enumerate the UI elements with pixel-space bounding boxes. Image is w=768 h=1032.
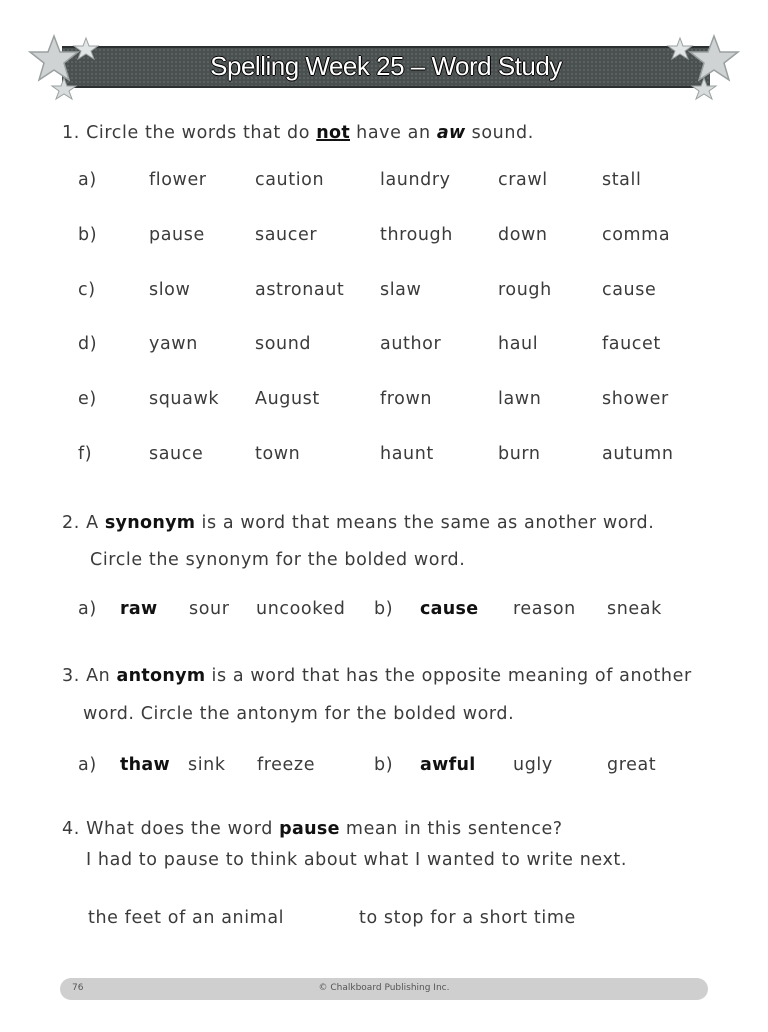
q1-word[interactable]: lawn <box>498 389 542 409</box>
q1-row-label: f) <box>78 444 93 464</box>
q1-word[interactable]: yawn <box>149 334 198 354</box>
q1-word[interactable]: down <box>498 225 548 245</box>
q3-b-choice[interactable]: great <box>607 755 657 775</box>
q1-word[interactable]: August <box>255 389 320 409</box>
q1-word[interactable]: shower <box>602 389 669 409</box>
q1-word[interactable]: slaw <box>380 280 422 300</box>
q2-a-bold-word: raw <box>120 599 158 619</box>
q2-prompt <box>62 513 654 533</box>
title-banner <box>62 46 710 88</box>
q1-word[interactable]: autumn <box>602 444 674 464</box>
q1-word[interactable]: haunt <box>380 444 434 464</box>
q1-word[interactable]: author <box>380 334 442 354</box>
q2-line1-b: is a word that means the same as another word. <box>201 513 655 533</box>
q1-row-label: d) <box>78 334 98 354</box>
q3-line1-b: is a word that has the opposite meaning of another <box>211 666 692 686</box>
q1-word[interactable]: caution <box>255 170 325 190</box>
q1-word[interactable]: pause <box>149 225 205 245</box>
q1-word[interactable]: through <box>380 225 453 245</box>
q1-row-label: a) <box>78 170 97 190</box>
q1-word[interactable]: burn <box>498 444 541 464</box>
q2-b-bold-word: cause <box>420 599 479 619</box>
q1-word[interactable]: squawk <box>149 389 220 409</box>
q1-word[interactable]: slow <box>149 280 191 300</box>
q4-choice[interactable]: the feet of an animal <box>88 908 285 928</box>
q2-term: synonym <box>104 513 196 533</box>
q1-word[interactable]: cause <box>602 280 657 300</box>
q1-word[interactable]: sound <box>255 334 312 354</box>
q3-b-bold-word: awful <box>420 755 476 775</box>
q3-a-choice[interactable]: sink <box>188 755 226 775</box>
q1-word[interactable]: haul <box>498 334 539 354</box>
q2-a-choice[interactable]: uncooked <box>256 599 346 619</box>
q3-b-label: b) <box>374 755 394 775</box>
q1-row-label: e) <box>78 389 97 409</box>
q1-number: 1. <box>62 123 80 143</box>
q4-line1-a: What does the word <box>86 819 273 839</box>
q3-a-bold-word: thaw <box>120 755 170 775</box>
q3-line1-a: An <box>86 666 111 686</box>
page-number: 76 <box>72 983 84 993</box>
q1-word[interactable]: frown <box>380 389 433 409</box>
q1-aw-word: aw <box>436 123 466 143</box>
q3-a-label: a) <box>78 755 97 775</box>
q4-sentence: I had to pause to think about what I wanted to write next. <box>86 850 628 870</box>
stars-left-icon <box>26 28 106 108</box>
q3-term: antonym <box>116 666 206 686</box>
q3-b-choice[interactable]: ugly <box>513 755 553 775</box>
q1-prompt-mid: have an <box>356 123 431 143</box>
q1-word[interactable]: saucer <box>255 225 318 245</box>
q4-choice[interactable]: to stop for a short time <box>359 908 576 928</box>
q1-word[interactable]: comma <box>602 225 671 245</box>
q1-word[interactable]: flower <box>149 170 207 190</box>
q3-prompt <box>62 666 692 686</box>
q2-a-choice[interactable]: sour <box>189 599 230 619</box>
page-title: Spelling Week 25 – Word Study <box>210 51 562 81</box>
q1-row-label: b) <box>78 225 98 245</box>
q1-word[interactable]: town <box>255 444 301 464</box>
q4-number: 4. <box>62 819 80 839</box>
q1-word[interactable]: faucet <box>602 334 661 354</box>
q2-line1-a: A <box>86 513 99 533</box>
q1-prompt <box>62 123 534 143</box>
q1-row-label: c) <box>78 280 96 300</box>
q1-not-word: not <box>316 123 350 143</box>
q2-instruction: Circle the synonym for the bolded word. <box>90 550 466 570</box>
q3-instruction: word. Circle the antonym for the bolded word. <box>83 704 515 724</box>
copyright-notice: © Chalkboard Publishing Inc. <box>318 983 450 993</box>
q3-a-choice[interactable]: freeze <box>257 755 316 775</box>
q4-prompt <box>62 819 563 839</box>
q3-number: 3. <box>62 666 80 686</box>
q1-prompt-after: sound. <box>471 123 534 143</box>
q1-word[interactable]: crawl <box>498 170 548 190</box>
q2-b-choice[interactable]: sneak <box>607 599 662 619</box>
q1-word[interactable]: astronaut <box>255 280 345 300</box>
q2-b-label: b) <box>374 599 394 619</box>
q1-word[interactable]: laundry <box>380 170 451 190</box>
q4-line1-b: mean in this sentence? <box>345 819 563 839</box>
q1-word[interactable]: sauce <box>149 444 204 464</box>
q1-word[interactable]: rough <box>498 280 552 300</box>
q2-a-label: a) <box>78 599 97 619</box>
q1-word[interactable]: stall <box>602 170 642 190</box>
q2-number: 2. <box>62 513 80 533</box>
q2-b-choice[interactable]: reason <box>513 599 576 619</box>
stars-right-icon <box>662 28 742 108</box>
q1-prompt-before: Circle the words that do <box>86 123 311 143</box>
q4-term: pause <box>279 819 340 839</box>
